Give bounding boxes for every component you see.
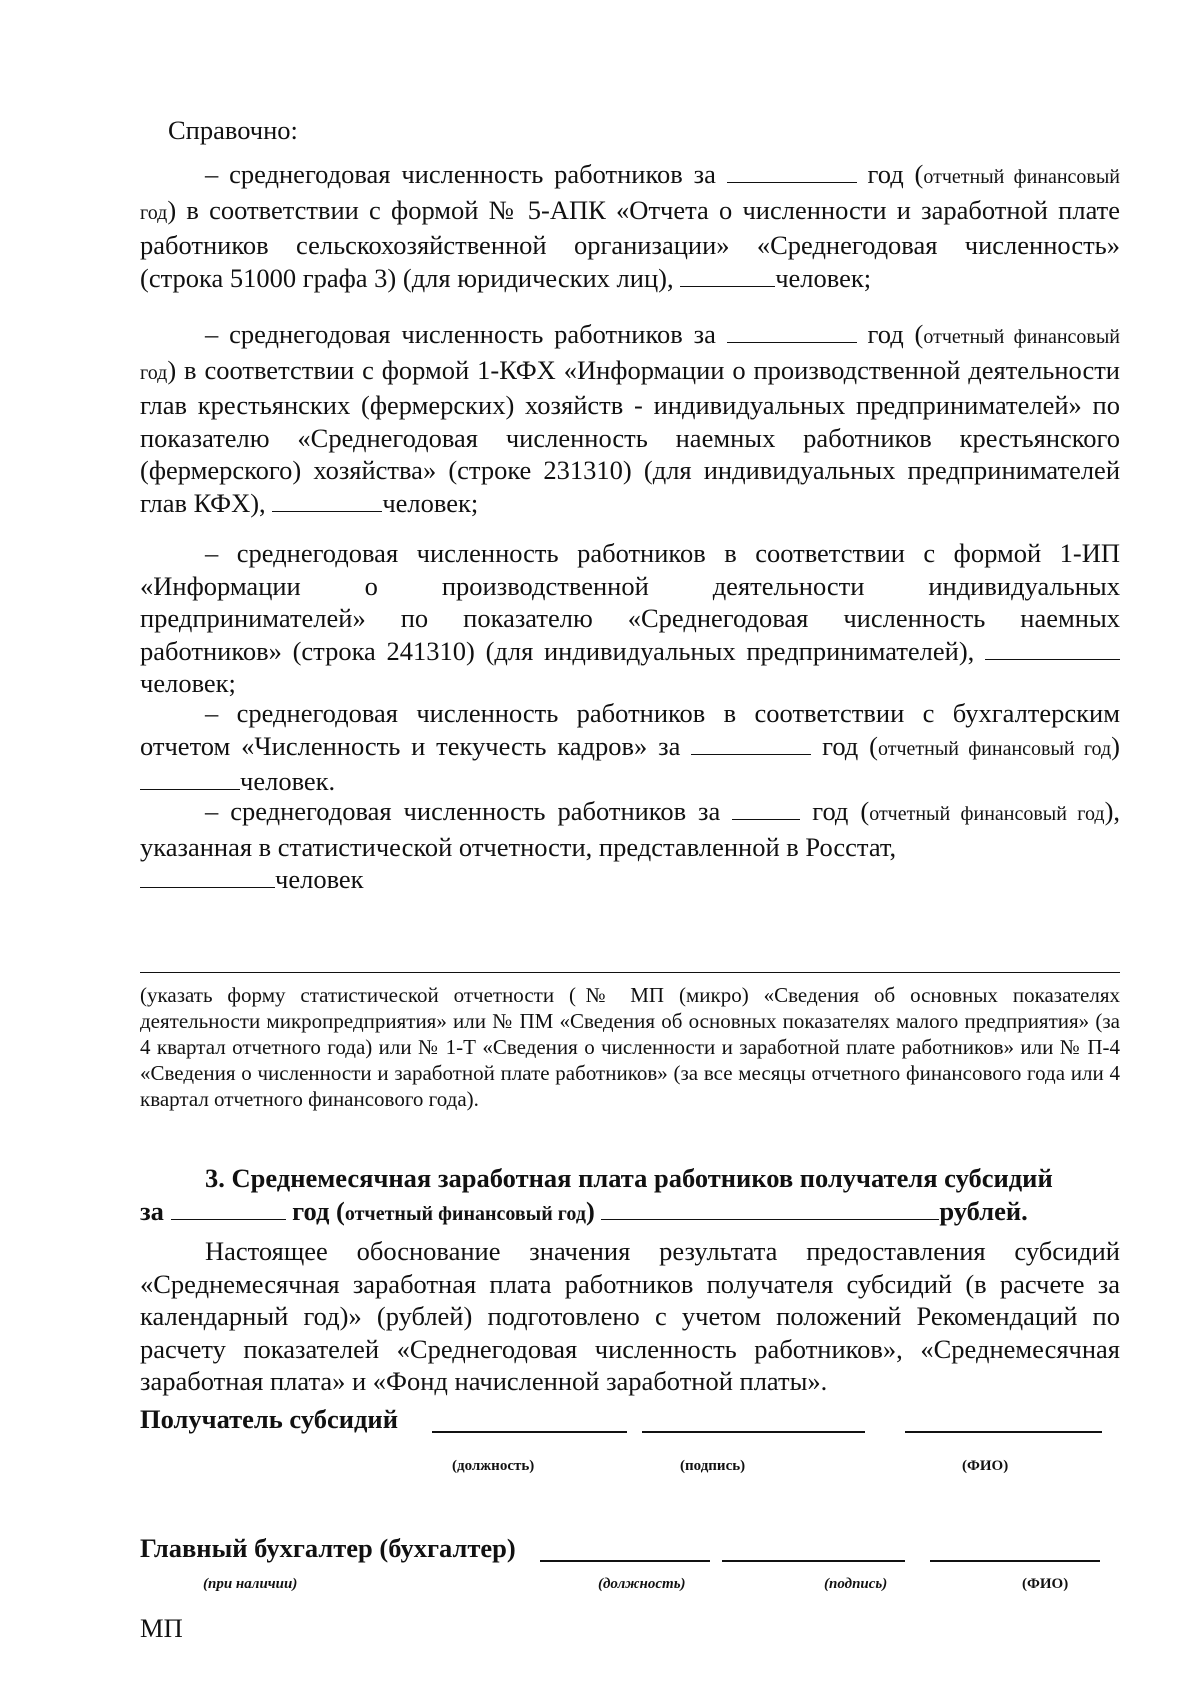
year-blank[interactable] <box>171 1197 286 1220</box>
accountant-label: Главный бухгалтер (бухгалтер) <box>140 1533 516 1563</box>
recipient-position-line[interactable] <box>432 1431 627 1433</box>
accountant-name-line[interactable] <box>930 1560 1100 1562</box>
item-4: – среднегодовая численность работников в соответствии с бухгалтерским отчетом «Численность и текучесть кадров» за год (отчетный финансовый год) человек. <box>140 698 1120 796</box>
stamp-place: МП <box>140 1613 183 1643</box>
item-5: – среднегодовая численность работников за год (отчетный финансовый год), указанная в статистической отчетности, представленной в Росстат, человек <box>140 796 1121 894</box>
section-3-title: 3. Среднемесячная заработная плата работников получателя субсидий за год (отчетный финансовый год) рублей. <box>140 1163 1053 1226</box>
caption-name: (ФИО) <box>1022 1576 1069 1592</box>
recipient-label: Получатель субсидий <box>140 1404 398 1434</box>
caption-name: (ФИО) <box>962 1458 1009 1474</box>
caption-signature: (подпись) <box>824 1576 888 1592</box>
accountant-position-line[interactable] <box>540 1560 710 1562</box>
year-blank[interactable] <box>727 320 857 343</box>
reference-heading: Справочно: <box>168 115 298 145</box>
count-blank[interactable] <box>140 767 240 790</box>
count-blank[interactable] <box>985 637 1120 660</box>
justification-paragraph: Настоящее обоснование значения результата предоставления субсидий «Среднемесячная заработная плата работников получателя субсидий (в расчете за календарный год)» (рублей) подготовлено с учетом положений Рекомендаций по расчету показателей «Среднегодовая численность работников», «Среднемесячная заработная плата» и «Фонд начисленной заработной платы». <box>140 1236 1120 1396</box>
recipient-signature-line[interactable] <box>642 1431 865 1433</box>
caption-position: (должность) <box>452 1458 535 1474</box>
caption-signature: (подпись) <box>680 1458 746 1474</box>
count-blank[interactable] <box>680 264 775 287</box>
count-blank[interactable] <box>272 489 382 512</box>
year-blank[interactable] <box>732 797 800 820</box>
year-blank[interactable] <box>691 732 811 755</box>
count-blank[interactable] <box>140 865 275 888</box>
item-1: – среднегодовая численность работников за год (отчетный финансовый год) в соответствии с формой № 5-АПК «Отчета о численности и заработной плате работников сельскохозяйственной организации» «Среднегодовая численность» (строка 51000 графа 3) (для юридических лиц), человек; <box>140 159 1121 293</box>
caption-position: (должность) <box>598 1576 686 1592</box>
salary-blank[interactable] <box>601 1197 939 1220</box>
item-2: – среднегодовая численность работников за год (отчетный финансовый год) в соответствии с формой 1-КФХ «Информации о производственной деятельности глав крестьянских (фермерских) хозяйств - индивидуальных предпринимателей» по показателю «Среднегодовая численность наемных работников крестьянского (фермерского) хозяйства» (строке 231310) (для индивидуальных предпринимателей глав КФХ), человек; <box>140 319 1121 518</box>
statistical-form-line[interactable] <box>140 972 1120 973</box>
item-3: – среднегодовая численность работников в соответствии с формой 1-ИП «Информации о производственной деятельности индивидуальных предпринимателей» по показателю «Среднегодовая численность наемных работников» (строка 241310) (для индивидуальных предпринимателей), человек; <box>140 538 1120 698</box>
recipient-name-line[interactable] <box>905 1431 1102 1433</box>
year-blank[interactable] <box>727 160 857 183</box>
accountant-signature-line[interactable] <box>722 1560 905 1562</box>
caption-if-any: (при наличии) <box>203 1576 298 1592</box>
statistical-form-footnote: (указать форму статистической отчетности (№ МП (микро) «Сведения об основных показателях деятельности микропредприятия» или № ПМ «Сведения об основных показателях малого предприятия» (за 4 квартал отчетного года) или № 1-Т «Сведения о численности и заработной плате работников» или № П-4 «Сведения о численности и заработной плате работников» (за все месяцы отчетного финансового года или 4 квартал отчетного финансового года). <box>140 983 1120 1111</box>
